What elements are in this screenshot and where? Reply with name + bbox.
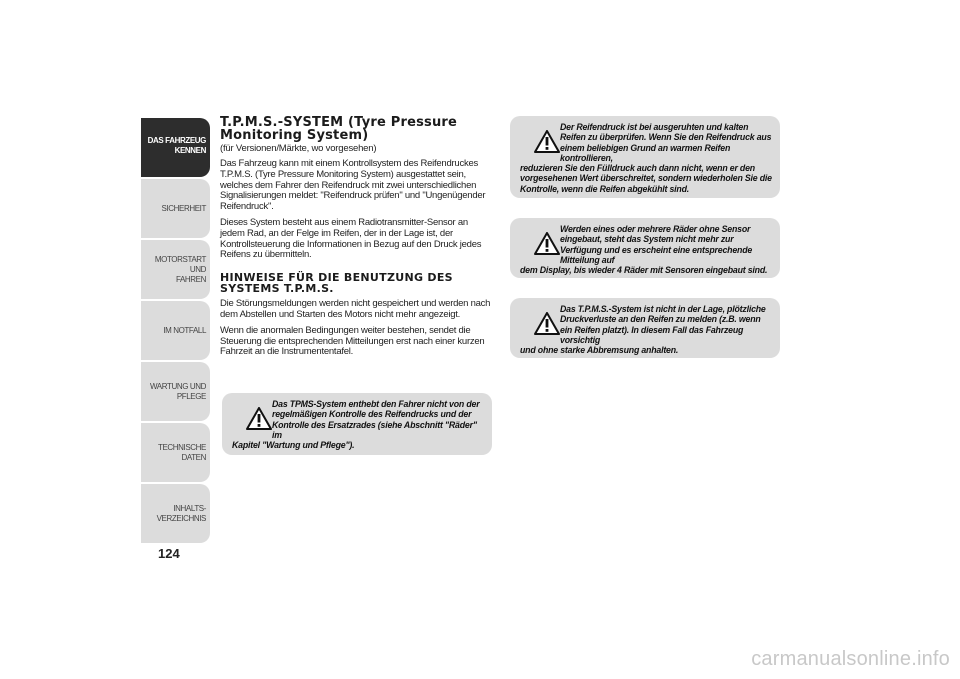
subsection-title: HINWEISE FÜR DIE BENUTZUNG DES SYSTEMS T.P.M.S. <box>220 271 453 296</box>
tab-motorstart-und-fahren[interactable]: MOTORSTART UND FAHREN <box>141 240 210 299</box>
warning-box-wheels-without-sensor <box>510 218 780 278</box>
warning-text: Der Reifendruck ist bei ausgeruhten und kalten Reifen zu überprüfen. Wenn Sie den Reifendruck aus einem beliebigen Grund an warmen Reifen kontrollieren, <box>560 122 772 163</box>
tab-sicherheit[interactable]: SICHERHEIT <box>141 179 210 238</box>
warning-text-cont: dem Display, bis wieder 4 Räder mit Sensoren eingebaut sind. <box>520 265 768 276</box>
warning-text-cont: und ohne starke Abbremsung anhalten. <box>520 345 679 356</box>
warning-box-tire-pressure-check <box>510 116 780 198</box>
warning-text: Das T.P.M.S.-System ist nicht in der Lage, plötzliche Druckverluste an den Reifen zu melden (z.B. wenn ein Reifen platzt). In diesem Fall das Fahrzeug vorsichtig <box>560 304 766 345</box>
warning-triangle-icon <box>246 407 272 430</box>
warning-triangle-icon <box>534 312 560 335</box>
tab-wartung-und-pflege[interactable]: WARTUNG UND PFLEGE <box>141 362 210 421</box>
paragraph-3: Die Störungsmeldungen werden nicht gespeichert und werden nach dem Abstellen und Starten des Motors nicht mehr angezeigt. <box>220 298 491 320</box>
warning-triangle-icon <box>534 232 560 255</box>
warning-box-tpms-control <box>222 393 492 455</box>
section-subtitle: (für Versionen/Märkte, wo vorgesehen) <box>220 143 377 154</box>
tab-im-notfall[interactable]: IM NOTFALL <box>141 301 210 360</box>
warning-triangle-icon <box>534 130 560 153</box>
main-column <box>220 116 494 358</box>
tab-inhaltsverzeichnis[interactable]: INHALTS- VERZEICHNIS <box>141 484 210 543</box>
paragraph-4: Wenn die anormalen Bedingungen weiter bestehen, sendet die Steuerung die entsprechenden Mitteilungen erst nach einer kurzen Fahrzeit an die Instrumententafel. <box>220 324 485 358</box>
section-title: T.P.M.S.-SYSTEM (Tyre Pressure Monitoring System) <box>220 115 458 143</box>
warning-text-cont: Kapitel "Wartung und Pflege"). <box>232 440 355 451</box>
warning-text-cont: reduzieren Sie den Fülldruck auch dann nicht, wenn er den vorgesehenen Wert überschreitet, sondern wiederholen Sie die Kontrolle, wenn die Reifen abgekühlt sind. <box>520 163 772 194</box>
paragraph-2: Dieses System besteht aus einem Radiotransmitter-Sensor an jedem Rad, an der Felge im Reifen, der in der Lage ist, der Kontrollsteuerung die Informationen in Bezug auf den Druck jedes Reifens zu übermitteln. <box>220 216 482 261</box>
page-number: 124 <box>158 546 180 561</box>
watermark: carmanualsonline.info <box>751 648 950 670</box>
warning-box-sudden-pressure-loss <box>510 298 780 358</box>
tab-technische-daten[interactable]: TECHNISCHE DATEN <box>141 423 210 482</box>
warning-text: Das TPMS-System enthebt den Fahrer nicht von der regelmäßigen Kontrolle des Reifendrucks und der Kontrolle des Ersatzrades (siehe Abschnitt "Räder" im <box>272 399 480 440</box>
tab-das-fahrzeug-kennen[interactable]: DAS FAHRZEUG KENNEN <box>141 118 210 177</box>
paragraph-1: Das Fahrzeug kann mit einem Kontrollsystem des Reifendruckes T.P.M.S. (Tyre Pressure Monitoring System) ausgestattet sein, welches dem Fahrer den Reifendruck mit zwei unterschiedlichen Signalisierungen meldet: "Reifendruck prüfen" und "Ungenügender Reifendruck". <box>220 158 486 213</box>
warning-text: Werden eines oder mehrere Räder ohne Sensor eingebaut, steht das System nicht mehr zur Verfügung und es erscheint eine entsprechende Mitteilung auf <box>560 224 753 265</box>
